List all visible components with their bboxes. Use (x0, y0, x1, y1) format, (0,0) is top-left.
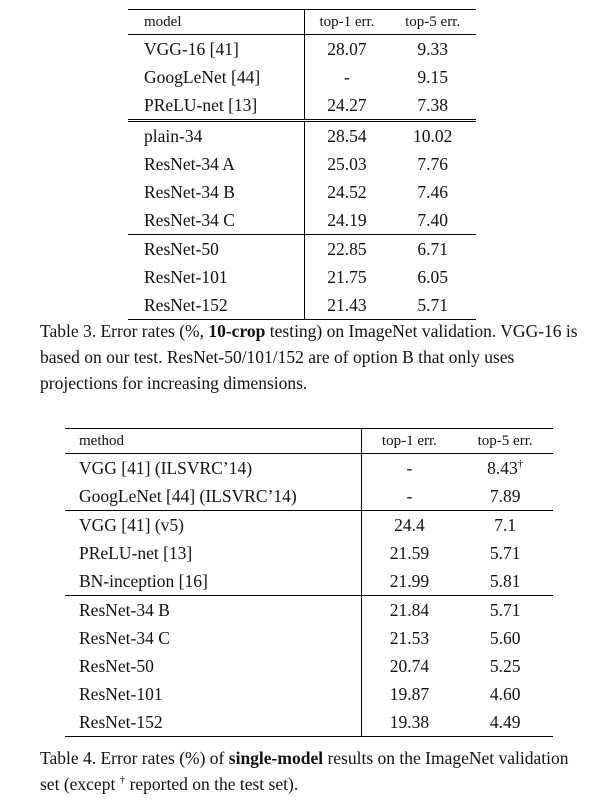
table-row (65, 680, 553, 708)
row-top5-value: 8.43 (487, 457, 518, 478)
row-top5: 9.33 (417, 38, 448, 59)
table-row (128, 206, 476, 235)
row-top1: 28.07 (327, 38, 367, 59)
row-top5: 9.15 (417, 66, 448, 87)
header-method: method (65, 429, 361, 454)
row-top1: 20.74 (389, 655, 430, 676)
row-method: ResNet-152 (65, 708, 361, 737)
row-model: GoogLeNet [44] (128, 63, 304, 91)
row-top5: 5.25 (489, 655, 521, 676)
row-top5: 10.02 (389, 121, 476, 151)
caption-text: reported on the test set). (125, 774, 299, 794)
row-top5: 6.71 (389, 235, 476, 264)
table-row (128, 150, 476, 178)
row-top1: - (406, 485, 413, 506)
row-method: GoogLeNet [44] (ILSVRC’14) (65, 482, 361, 511)
caption-text: Table 4. Error rates (%) of (40, 748, 229, 768)
row-model: ResNet-152 (128, 291, 304, 320)
row-method: ResNet-34 C (65, 624, 361, 652)
row-model: ResNet-34 A (128, 150, 304, 178)
table-4 (65, 428, 553, 737)
dagger-mark: † (119, 774, 126, 787)
row-top1: - (344, 66, 350, 87)
header-top1: top-1 err. (361, 429, 457, 454)
row-top1: 24.19 (327, 209, 367, 230)
row-model: plain-34 (128, 121, 304, 151)
table-row (128, 35, 476, 64)
row-model: VGG-16 [41] (128, 35, 304, 64)
row-top5: 7.40 (417, 209, 448, 230)
row-top1: 24.4 (361, 511, 457, 540)
row-top5: 5.71 (489, 542, 521, 563)
row-method: ResNet-50 (65, 652, 361, 680)
caption-text: testing) on ImageNet validation. VGG-16 is based on our test. ResNet-50/101/152 are of option B that only uses projections for increasing dimensions. (40, 321, 578, 393)
row-top5: 7.76 (417, 153, 448, 174)
table-row (128, 91, 476, 121)
table-3-caption (40, 318, 585, 396)
header-top5: top-5 err. (457, 429, 553, 454)
table-row (128, 178, 476, 206)
row-top5: 4.60 (489, 683, 521, 704)
row-top5: 5.71 (457, 596, 553, 625)
row-top1-best: 19.38 (361, 708, 457, 737)
row-top1: 21.84 (361, 596, 457, 625)
row-method: VGG [41] (ILSVRC’14) (65, 454, 361, 483)
header-model: model (128, 10, 304, 35)
row-model: ResNet-34 C (128, 206, 304, 235)
table-row (65, 624, 553, 652)
row-method: VGG [41] (v5) (65, 511, 361, 540)
row-top5: 7.89 (489, 485, 521, 506)
table-row (128, 121, 476, 151)
row-method: ResNet-34 B (65, 596, 361, 625)
row-top1: 22.85 (304, 235, 389, 264)
row-top1: 24.27 (327, 94, 367, 115)
row-top5: 7.1 (457, 511, 553, 540)
caption-bold: 10-crop (208, 321, 266, 341)
row-top1: - (406, 457, 413, 478)
row-top1: 28.54 (304, 121, 389, 151)
table-row (128, 63, 476, 91)
table-3 (128, 9, 476, 320)
row-top1: 24.52 (327, 181, 367, 202)
row-top1: 25.03 (327, 153, 367, 174)
table-4-caption (40, 745, 585, 797)
table-row (65, 596, 553, 625)
caption-bold: single-model (228, 748, 324, 768)
table-row (128, 263, 476, 291)
table-header-row (128, 10, 476, 35)
row-top5: 5.81 (489, 570, 521, 591)
row-top5: 6.05 (417, 266, 448, 287)
row-top1: 21.99 (389, 570, 430, 591)
row-top1: 21.53 (389, 627, 430, 648)
table-row (65, 454, 553, 483)
row-top5-best: 4.49 (457, 708, 553, 737)
row-method: BN-inception [16] (65, 567, 361, 596)
caption-text: Table 3. Error rates (%, (40, 321, 209, 341)
table-row (65, 482, 553, 511)
row-top1: 21.75 (327, 266, 367, 287)
table-row (65, 708, 553, 737)
table-row (65, 652, 553, 680)
table-row (128, 291, 476, 320)
row-top5: 7.46 (417, 181, 448, 202)
table-row (65, 539, 553, 567)
dagger-mark: † (517, 457, 524, 470)
row-top5: 5.60 (489, 627, 521, 648)
row-model: ResNet-101 (128, 263, 304, 291)
caption-text: results on the ImageNet validation set (except (40, 748, 569, 794)
row-top5-best: 5.71 (389, 291, 476, 320)
row-model: ResNet-34 B (128, 178, 304, 206)
row-top1: 21.59 (389, 542, 430, 563)
row-method: ResNet-101 (65, 680, 361, 708)
table-row (65, 511, 553, 540)
row-method: PReLU-net [13] (65, 539, 361, 567)
header-top1: top-1 err. (304, 10, 389, 35)
header-top5: top-5 err. (389, 10, 476, 35)
row-model: ResNet-50 (128, 235, 304, 264)
row-top5: 7.38 (417, 94, 448, 115)
row-top5 (457, 454, 553, 483)
table-header-row (65, 429, 553, 454)
row-top1-best: 21.43 (304, 291, 389, 320)
row-top1: 19.87 (389, 683, 430, 704)
table-row (128, 235, 476, 264)
table-row (65, 567, 553, 596)
row-model: PReLU-net [13] (128, 91, 304, 121)
